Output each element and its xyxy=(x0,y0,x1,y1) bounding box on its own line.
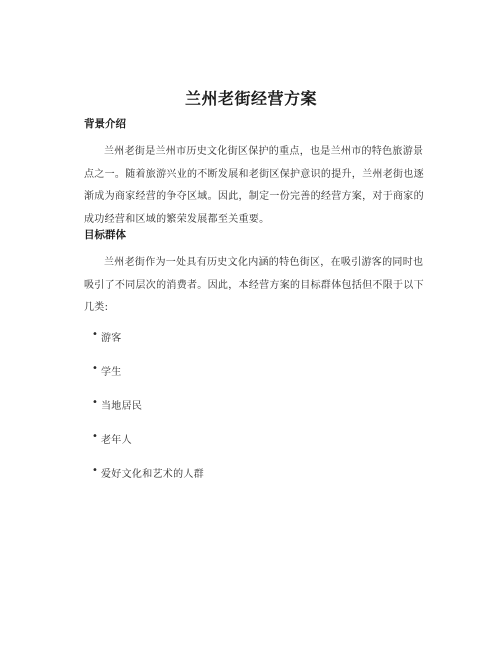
list-item-text: 老年人 xyxy=(101,435,132,446)
bullet-icon: • xyxy=(92,363,99,374)
section-heading-target-group: 目标群体 xyxy=(84,229,126,241)
list-item xyxy=(92,465,204,499)
list-item xyxy=(92,363,204,397)
bullet-icon: • xyxy=(92,329,99,340)
list-item-text: 爱好文化和艺术的人群 xyxy=(101,469,204,480)
list-item-text: 学生 xyxy=(101,367,122,378)
bullet-icon: • xyxy=(92,465,99,476)
target-group-list xyxy=(92,329,204,499)
document-title: 兰州老街经营方案 xyxy=(184,89,317,108)
paragraph-background: 兰州老街是兰州市历史文化街区保护的重点，也是兰州市的特色旅游景点之一。随着旅游兴业的不断发展和老街区保护意识的提升，兰州老街也逐渐成为商家经营的争夺区域。因此，制定一份完善的经营方案，对于商家的成功经营和区域的繁荣发展都至关重要。 xyxy=(84,146,424,225)
list-item-text: 当地居民 xyxy=(101,401,143,412)
list-item xyxy=(92,431,204,465)
paragraph-target-group: 兰州老街作为一处具有历史文化内涵的特色街区，在吸引游客的同时也吸引了不同层次的消费者。因此，本经营方案的目标群体包括但不限于以下几类: xyxy=(84,257,424,313)
list-item-text: 游客 xyxy=(101,333,122,344)
list-item xyxy=(92,329,204,363)
list-item xyxy=(92,397,204,431)
bullet-icon: • xyxy=(92,431,99,442)
section-heading-background: 背景介绍 xyxy=(84,118,126,130)
bullet-icon: • xyxy=(92,397,99,408)
